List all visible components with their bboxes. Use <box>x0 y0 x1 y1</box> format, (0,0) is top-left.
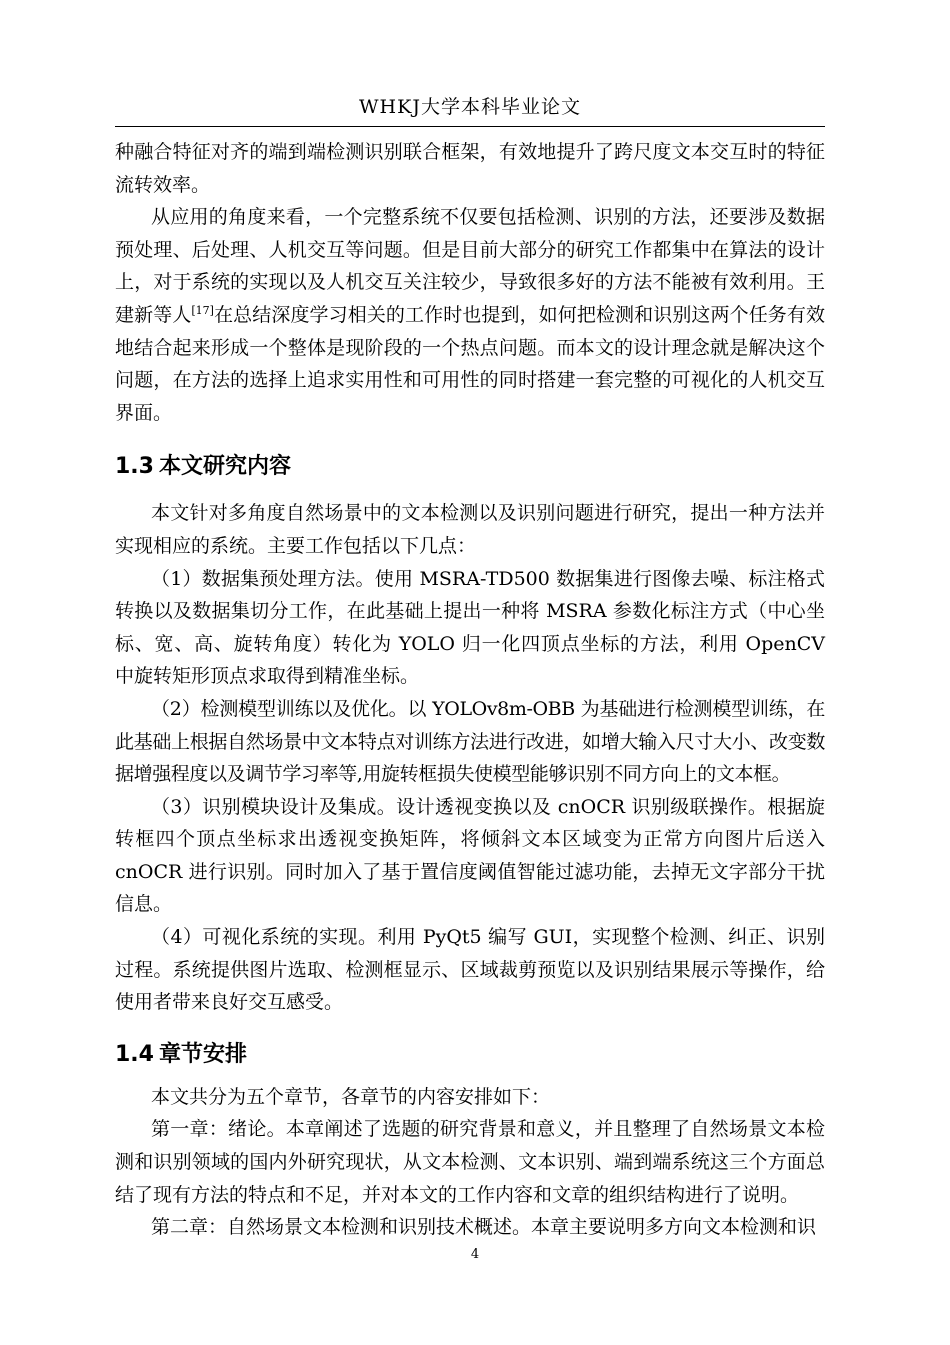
paragraph-chapter-1: 第一章：绪论。本章阐述了选题的研究背景和意义，并且整理了自然场景文本检测和识别领域的国内外研究现状，从文本检测、文本识别、端到端系统这三个方面总结了现有方法的特点和不足，并对本文的工作内容和文章的组织结构进行了说明。 <box>115 1118 825 1206</box>
paragraph-intro-2 <box>115 201 825 429</box>
page-body <box>115 136 825 1244</box>
paragraph-text: 在总结深度学习相关的工作时也提到，如何把检测和识别这两个任务有效地结合起来形成一个整体是现阶段的一个热点问题。而本文的设计理念就是解决这个问题，在方法的选择上追求实用性和可用性的同时搭建一套完整的可视化的人机交互界面。 <box>115 303 825 424</box>
section-title: 本文研究内容 <box>159 454 292 480</box>
page-number: 4 <box>470 1247 480 1262</box>
paragraph-chapter-2: 第二章：自然场景文本检测和识别技术概述。本章主要说明多方向文本检测和识 <box>151 1216 817 1239</box>
section-number: 1.4 <box>115 1041 154 1067</box>
header-rule <box>115 126 825 127</box>
paragraph-work-item-2: （2）检测模型训练以及优化。以 YOLOv8m-OBB 为基础进行检测模型训练，在此基础上根据自然场景中文本特点对训练方法进行改进，如增大输入尺寸大小、改变数据增强程度以及调节学习率等,用旋转框损失使模型能够识别不同方向上的文本框。 <box>115 697 825 786</box>
section-heading-1-3 <box>115 451 825 483</box>
paragraph-work-item-3: （3）识别模块设计及集成。设计透视变换以及 cnOCR 识别级联操作。根据旋转框四个顶点坐标求出透视变换矩阵，将倾斜文本区域变为正常方向图片后送入 cnOCR 进行识别。同时加入了基于置信度阈值智能过滤功能，去掉无文字部分干扰信息。 <box>115 795 825 916</box>
page-header-title: WHKJ大学本科毕业论文 <box>359 96 581 118</box>
section-heading-1-4 <box>115 1039 825 1071</box>
paragraph-1-4-intro: 本文共分为五个章节，各章节的内容安排如下： <box>151 1085 551 1108</box>
paragraph-1-3-intro: 本文针对多角度自然场景中的文本检测以及识别问题进行研究，提出一种方法并实现相应的系统。主要工作包括以下几点： <box>115 502 825 557</box>
citation-reference: [17] <box>191 303 214 317</box>
paragraph-text: 从应用的角度来看，一个完整系统不仅要包括检测、识别的方法，还要涉及数据预处理、后处理、人机交互等问题。但是目前大部分的研究工作都集中在算法的设计上，对于系统的实现以及人机交互关注较少，导致很多好的方法不能被有效利用。王建新等人 <box>115 206 825 326</box>
paragraph-work-item-4: （4）可视化系统的实现。利用 PyQt5 编写 GUI，实现整个检测、纠正、识别过程。系统提供图片选取、检测框显示、区域裁剪预览以及识别结果展示等操作，给使用者带来良好交互感受。 <box>115 926 825 1014</box>
section-title: 章节安排 <box>159 1041 248 1067</box>
paragraph-work-item-1: （1）数据集预处理方法。使用 MSRA-TD500 数据集进行图像去噪、标注格式转换以及数据集切分工作，在此基础上提出一种将 MSRA 参数化标注方式（中心坐标、宽、高、旋转角度）转化为 YOLO 归一化四顶点坐标的方法，利用 OpenCV 中旋转矩形顶点求取得到精准坐标。 <box>115 567 825 688</box>
paragraph-intro-1: 种融合特征对齐的端到端检测识别联合框架，有效地提升了跨尺度文本交互时的特征流转效率。 <box>115 141 825 196</box>
section-number: 1.3 <box>115 454 154 480</box>
